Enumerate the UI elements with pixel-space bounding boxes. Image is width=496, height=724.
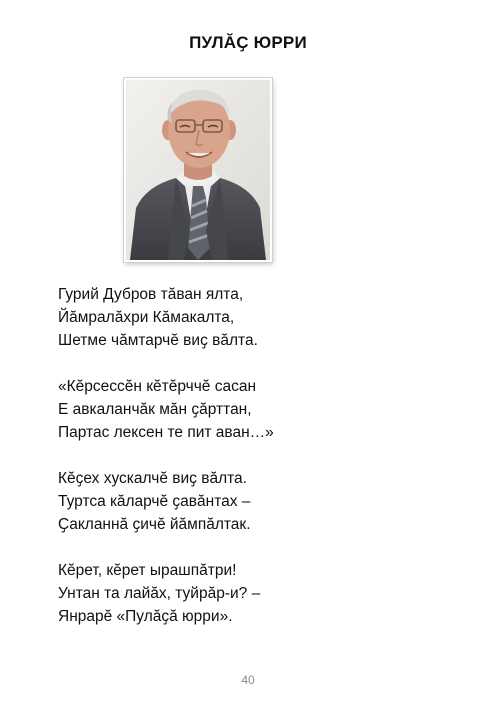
verse-line: Янрарĕ «Пулăҫă юрри». [58, 608, 233, 625]
verse-line: Шетме чăмтарчĕ виҫ вăлта. [58, 332, 258, 349]
verse-line: Туртса кăларчĕ ҫавăнтах – [58, 493, 251, 510]
stanza-1 [58, 283, 458, 352]
verse-line: Партас лексен те пит аван…» [58, 424, 274, 441]
verse-line: Гурий Дубров тăван ялта, [58, 286, 244, 303]
verse-line: Е авкаланчăк мăн ҫăрттан, [58, 401, 252, 418]
verse-line: Унтан та лайăх, туйрăр-и? – [58, 585, 261, 602]
verse-line: Йăмралăхри Кăмакалта, [58, 309, 235, 326]
stanza-3 [58, 467, 458, 536]
verse-line: Ҫакланнă ҫичĕ йăмпăлтак. [58, 516, 251, 533]
page-number: 40 [241, 673, 255, 687]
verse-line: Кĕҫех хускалчĕ виҫ вăлта. [58, 470, 247, 487]
verse-line: «Кĕрсессĕн кĕтĕрччĕ сасан [58, 378, 257, 395]
stanza-2 [58, 375, 458, 444]
verse-line: Кĕрет, кĕрет ырашпăтри! [58, 562, 237, 579]
author-portrait [124, 78, 272, 262]
stanza-4 [58, 559, 458, 628]
author-portrait-photo [126, 80, 270, 260]
poem [58, 283, 458, 628]
page-title: ПУЛĂҪ ЮРРИ [189, 33, 307, 52]
